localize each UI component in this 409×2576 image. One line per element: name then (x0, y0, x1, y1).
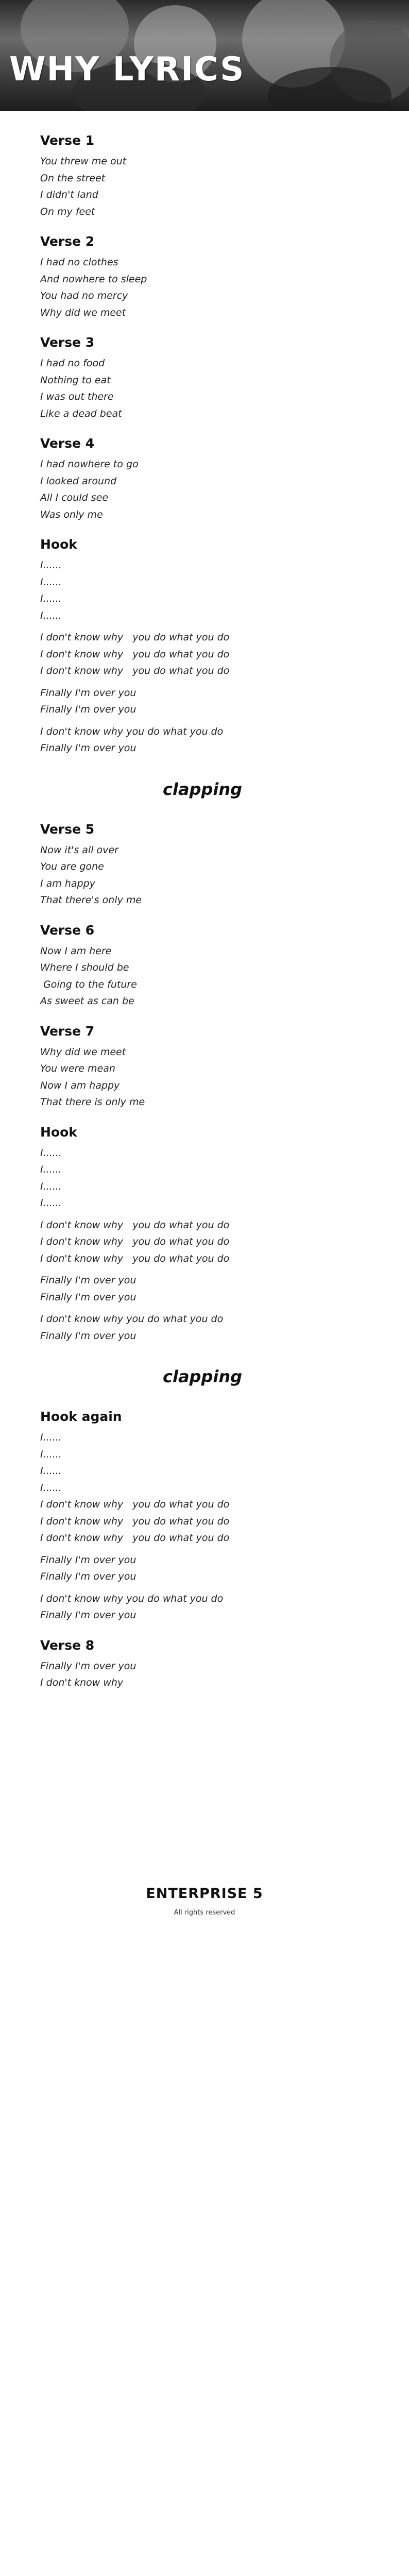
lyric-line: Was only me (40, 509, 103, 520)
lyric-line: I...... (40, 1147, 62, 1159)
lyric-line: That there is only me (40, 1096, 145, 1108)
page-title: WHY LYRICS (9, 50, 245, 89)
lyric-section (40, 1024, 380, 1111)
lyric-line: Finally I'm over you (40, 742, 137, 754)
lyric-line: I am happy (40, 877, 95, 889)
section-title: Verse 8 (40, 1637, 95, 1653)
lyric-line: I...... (40, 1197, 62, 1209)
lyric-line: You had no mercy (40, 290, 128, 301)
lyric-line: And nowhere to sleep (40, 273, 147, 285)
section-title: Hook (40, 1124, 77, 1140)
lyric-line: I don't know why you do what you do (40, 1499, 230, 1510)
clapping-label: clapping (163, 1367, 242, 1386)
lyric-line: Where I should be (40, 962, 129, 973)
lyric-line: On my feet (40, 206, 95, 217)
lyrics-content (40, 133, 380, 1705)
section-title: Verse 3 (40, 335, 95, 350)
lyric-line: I don't know why you do what you do (40, 648, 230, 660)
section-title: Hook again (40, 1409, 122, 1424)
lyric-line: I don't know why (40, 1677, 124, 1688)
lyric-section (40, 822, 380, 909)
lyric-line: I had no clothes (40, 257, 118, 268)
lyric-line: I...... (40, 1432, 62, 1443)
lyric-line: I don't know why you do what you do (40, 1236, 230, 1247)
lyric-line: I...... (40, 593, 62, 604)
lyric-line: I don't know why you do what you do (40, 1219, 230, 1231)
lyric-line: I had no food (40, 358, 105, 369)
lyric-section (40, 537, 380, 757)
lyric-line: All I could see (40, 492, 109, 503)
lyric-line: I don't know why you do what you do (40, 1252, 230, 1264)
section-title: Verse 4 (40, 436, 95, 451)
lyric-section (40, 1409, 380, 1624)
lyric-line: Why did we meet (40, 1046, 126, 1058)
section-title: Verse 1 (40, 133, 95, 148)
lyric-line: You threw me out (40, 156, 127, 167)
lyric-line: I...... (40, 1465, 62, 1477)
lyric-line: I was out there (40, 391, 114, 402)
lyric-section (40, 133, 380, 220)
lyric-line: Finally I'm over you (40, 1275, 137, 1286)
lyric-line: I don't know why you do what you do (40, 665, 230, 676)
clapping-label: clapping (163, 779, 242, 799)
lyric-line: Finally I'm over you (40, 704, 137, 715)
lyric-line: On the street (40, 172, 106, 184)
lyric-line: You were mean (40, 1063, 115, 1074)
lyric-line: Finally I'm over you (40, 1660, 137, 1672)
lyric-line: Like a dead beat (40, 408, 122, 419)
lyric-section (40, 234, 380, 321)
lyric-line: Now I am here (40, 945, 112, 957)
lyric-line: I don't know why you do what you do (40, 725, 224, 737)
lyric-line: I...... (40, 576, 62, 588)
lyric-line: Finally I'm over you (40, 1291, 137, 1303)
section-title: Verse 2 (40, 234, 95, 249)
lyric-section (40, 1125, 380, 1345)
lyric-line: Why did we meet (40, 307, 126, 318)
lyric-line: I don't know why you do what you do (40, 1313, 224, 1325)
section-title: Verse 6 (40, 922, 95, 938)
section-title: Verse 5 (40, 821, 95, 837)
lyric-line: I don't know why you do what you do (40, 1592, 224, 1604)
lyric-line: I...... (40, 1164, 62, 1175)
rights-text: All rights reserved (174, 1909, 235, 1917)
lyric-line: I...... (40, 1448, 62, 1460)
lyric-line: I had nowhere to go (40, 459, 139, 470)
lyric-line: I looked around (40, 475, 117, 487)
lyric-section (40, 335, 380, 422)
lyric-line: You are gone (40, 861, 104, 872)
lyric-line: I...... (40, 560, 62, 571)
lyric-line: I don't know why you do what you do (40, 1532, 230, 1544)
lyric-section (40, 1638, 380, 1691)
lyric-line: Finally I'm over you (40, 687, 137, 699)
lyric-line: Nothing to eat (40, 374, 111, 386)
lyric-line: I don't know why you do what you do (40, 1515, 230, 1527)
section-title: Verse 7 (40, 1023, 95, 1039)
lyric-line: I...... (40, 1482, 62, 1494)
lyric-line: Finally I'm over you (40, 1330, 137, 1342)
brand-name: ENTERPRISE 5 (146, 1886, 263, 1902)
lyric-line: I don't know why you do what you do (40, 632, 230, 643)
hero-banner (0, 0, 409, 111)
section-title: Hook (40, 537, 77, 552)
lyric-line: Going to the future (40, 978, 137, 990)
lyric-line: I didn't land (40, 189, 98, 200)
lyric-line: Now I am happy (40, 1079, 120, 1091)
lyric-line: Finally I'm over you (40, 1554, 137, 1566)
footer (0, 1886, 409, 1917)
lyric-line: Finally I'm over you (40, 1571, 137, 1582)
lyric-line: That there's only me (40, 894, 142, 906)
lyric-section (40, 436, 380, 523)
lyric-line: I...... (40, 1180, 62, 1192)
lyric-line: I...... (40, 609, 62, 621)
lyric-line: Now it's all over (40, 844, 118, 856)
lyric-line: As sweet as can be (40, 995, 134, 1007)
lyric-line: Finally I'm over you (40, 1609, 137, 1621)
lyric-section (40, 923, 380, 1010)
